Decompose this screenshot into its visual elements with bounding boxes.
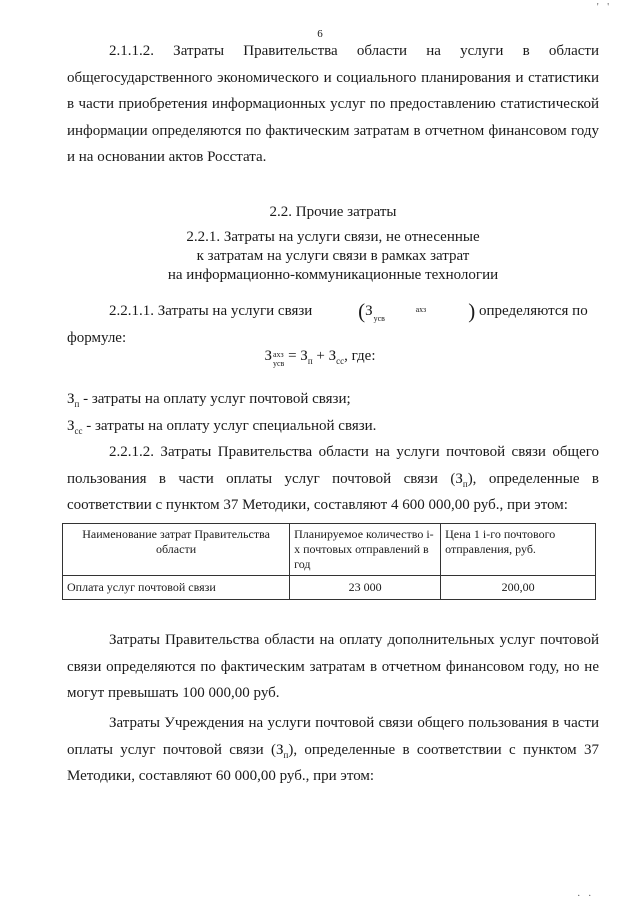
corner-mark-bottom: . . — [577, 888, 594, 899]
para-institution-text-after: ), определенные в соответствии с пунктом 37 Методики, составляют 60 000,00 руб., при этом: — [67, 741, 599, 784]
def-postal-symbol: З — [67, 391, 75, 407]
definition-special — [67, 413, 599, 440]
def-special-symbol: З — [67, 418, 75, 434]
postal-costs-table — [62, 523, 596, 600]
table-header-cell: Планируемое количество i-х почтовых отправлений в год — [290, 524, 441, 576]
para-2211-text-after: определяются по формуле: — [67, 303, 588, 346]
formula-term-1-sub: п — [307, 356, 313, 366]
para-institution-sub: п — [283, 749, 289, 760]
table-header-cell: Цена 1 i-го почтового отправления, руб. — [441, 524, 596, 576]
formula-equals: = — [284, 348, 301, 364]
formula-plus: + — [312, 348, 329, 364]
table-cell: Оплата услуг почтовой связи — [63, 576, 290, 600]
subsection-heading-line-2: к затратам на услуги связи в рамках затрат — [196, 248, 470, 264]
comm-cost-index — [374, 305, 427, 323]
table-header-cell: Наименование затрат Правительства области — [63, 524, 290, 576]
formula-term-2-sub: сс — [336, 356, 345, 366]
para-2212-sub: п — [462, 478, 468, 489]
para-2212-text-before: 2.2.1.2. Затраты Правительства области на услуги почтовой связи общего пользования в части оплаты услуг почтовой связи (З — [67, 444, 599, 487]
definition-postal — [67, 386, 599, 413]
open-paren: ( — [358, 299, 366, 323]
def-special-sub: сс — [74, 426, 83, 436]
formula-term-2: З — [328, 348, 337, 364]
subsection-heading-line-3: на информационно-коммуникационные технологии — [167, 267, 499, 283]
paragraph-2-2-1-1 — [67, 298, 599, 351]
corner-mark-top: ' ' — [596, 2, 612, 13]
paragraph-institution-postal — [67, 710, 599, 790]
subsection-heading-line-1: 2.2.1. Затраты на услуги связи, не отнесенные — [186, 229, 480, 245]
table-header-row — [63, 524, 596, 576]
para-2211-text-before: 2.2.1.1. Затраты на услуги связи — [109, 303, 313, 319]
table-cell: 200,00 — [441, 576, 596, 600]
section-heading: 2.2. Прочие затраты — [269, 204, 397, 220]
paragraph-additional-postal: Затраты Правительства области на оплату дополнительных услуг почтовой связи определяются по фактическим затратам в отчетном финансовом году, но не могут превышать 100 000,00 руб. — [67, 632, 599, 701]
para-2212-text-after: ), определенные в соответствии с пунктом 37 Методики, составляют 4 600 000,00 руб., при этом: — [67, 470, 599, 513]
formula-tail: , где: — [344, 348, 376, 364]
page-number: 6 — [317, 28, 323, 40]
comm-cost-subscript: усв — [373, 314, 385, 323]
formula-term-1: З — [300, 348, 308, 364]
def-postal-text: - затраты на оплату услуг почтовой связи; — [79, 391, 351, 407]
formula — [0, 348, 640, 368]
para-institution-text-before: Затраты Учреждения на услуги почтовой связи общего пользования в части оплаты услуг почтовой связи (З — [67, 715, 599, 758]
table-cell: 23 000 — [290, 576, 441, 600]
paragraph-2-2-1-2 — [67, 439, 599, 519]
table-row — [63, 576, 596, 600]
comm-cost-superscript: ахз — [415, 305, 427, 314]
def-postal-sub: п — [74, 399, 80, 409]
formula-lhs-sub: усв — [273, 359, 285, 368]
comm-cost-symbol: З — [365, 303, 373, 319]
formula-lhs-index — [273, 350, 284, 368]
formula-lhs: З — [264, 348, 272, 364]
def-special-text: - затраты на оплату услуг специальной связи. — [82, 418, 377, 434]
formula-lhs-sup: ахз — [273, 350, 284, 359]
close-paren: ) — [468, 299, 476, 323]
paragraph-2-1-1-2: 2.1.1.2. Затраты Правительства области на услуги в области общегосударственного экономического и социального планирования и статистики в части приобретения информационных услуг по предоставлению статистической информации определяются по фактическим затратам в отчетном финансовом году и на основании актов Росстата. — [67, 43, 599, 165]
subsection-heading — [67, 228, 599, 285]
